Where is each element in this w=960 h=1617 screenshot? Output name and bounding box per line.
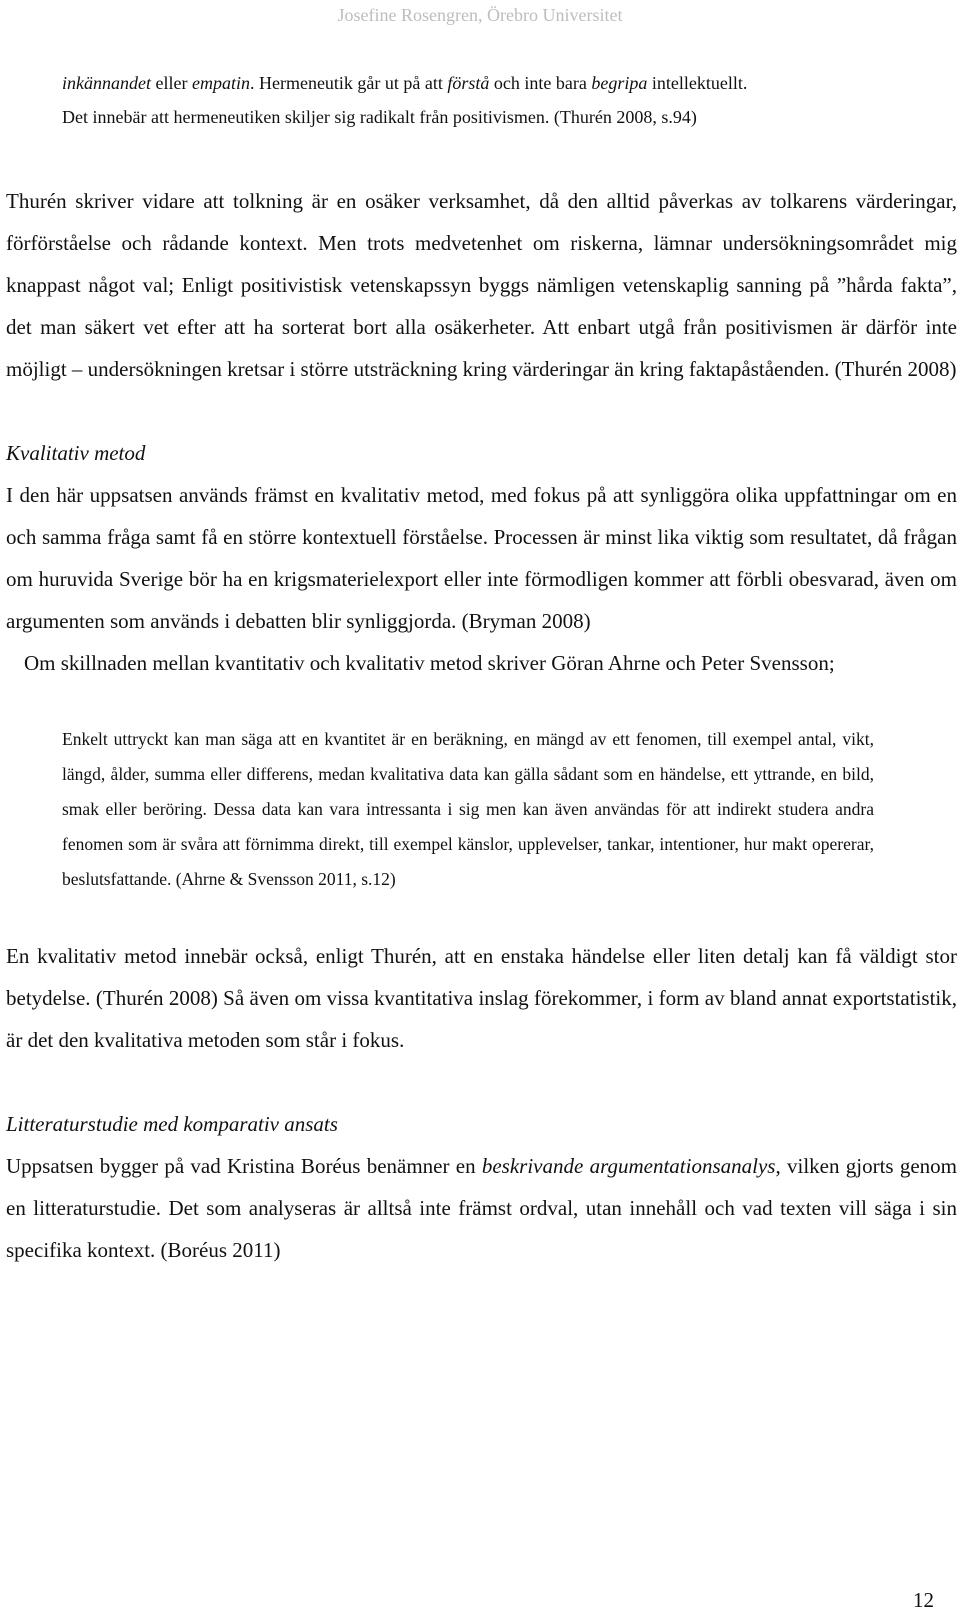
para5-after: , vilken gjorts genom en litteraturstudie. Det som analyseras är alltså inte främst ordval, utan innehåll och vad texten vill säga i sin specifika kontext. (Boréus 2011) [6,1154,957,1262]
quote-emph-2: empatin [191,73,250,93]
heading-litteraturstudie: Litteraturstudie med komparativ ansats [6,1112,338,1136]
quote-text-1: eller [150,73,192,93]
para5-before: Uppsatsen bygger på vad Kristina Boréus benämner en [6,1154,482,1178]
quote-text-2: . Hermeneutik går ut på att [249,73,448,93]
continued-quote-line-2: Det innebär att hermeneutiken skiljer sig radikalt från positivismen. (Thurén 2008, s.94) [62,107,697,127]
quote-emph-4: begripa [591,73,648,93]
quote-text-3: och inte bara [489,73,592,93]
page-number: 12 [913,1588,934,1612]
heading-kvalitativ-metod: Kvalitativ metod [6,441,146,465]
continued-quote [62,66,908,134]
page-content [6,68,957,1271]
quote-emph-3: förstå [447,73,490,93]
paragraph-thuren-detalj: En kvalitativ metod innebär också, enligt Thurén, att en enstaka händelse eller liten detalj kan få väldigt stor betydelse. (Thurén 2008) Så även om vissa kvantitativa inslag förekommer, i form av bland annat exportstatistik, är det den kvalitativa metoden som står i fokus. [6,944,957,1052]
paragraph-kvalitativ-metod: I den här uppsatsen används främst en kvalitativ metod, med fokus på att synliggöra olika uppfattningar om en och samma fråga samt få en större kontextuell förståelse. Processen är minst lika viktig som resultatet, då frågan om huruvida Sverige bör ha en krigsmaterielexport eller inte förmodligen kommer att förbli obesvarad, även om argumenten som används i debatten blir synliggjorda. (Bryman 2008) [6,483,957,633]
paragraph-tolkning: Thurén skriver vidare att tolkning är en osäker verksamhet, då den alltid påverkas av tolkarens värderingar, förförståelse och rådande kontext. Men trots medvetenhet om riskerna, lämnar undersökningsområdet mig knappast något val; Enligt positivistisk vetenskapssyn byggs nämligen vetenskaplig sanning på ”hårda fakta”, det man säkert vet efter att ha sorterat bort alla osäkerheter. Att enbart utgå från positivismen är därför inte möjligt – undersökningen kretsar i större utsträckning kring värderingar än kring faktapåståenden. (Thurén 2008) [6,189,957,381]
running-header: Josefine Rosengren, Örebro Universitet [337,5,623,25]
continued-quote-line-1 [62,66,908,100]
paragraph-ahrne-svensson-intro: Om skillnaden mellan kvantitativ och kvalitativ metod skriver Göran Ahrne och Peter Svensson; [24,651,835,675]
blockquote-ahrne-svensson: Enkelt uttryckt kan man säga att en kvantitet är en beräkning, en mängd av ett fenomen, till exempel antal, vikt, längd, ålder, summa eller differens, medan kvalitativa data kan gälla sådant som en händelse, ett yttrande, en bild, smak eller beröring. Dessa data kan vara intressanta i sig men kan även användas för att indirekt studera andra fenomen som är svåra att förnimma direkt, till exempel känslor, upplevelser, tankar, intentioner, hur makt opererar, beslutsfattande. (Ahrne & Svensson 2011, s.12) [62,729,874,889]
paragraph-litteraturstudie [6,1145,957,1271]
quote-emph-1: inkännandet [62,73,151,93]
para5-emphasis: beskrivande argumentationsanalys [481,1154,776,1178]
quote-text-4: intellektuellt. [647,73,748,93]
